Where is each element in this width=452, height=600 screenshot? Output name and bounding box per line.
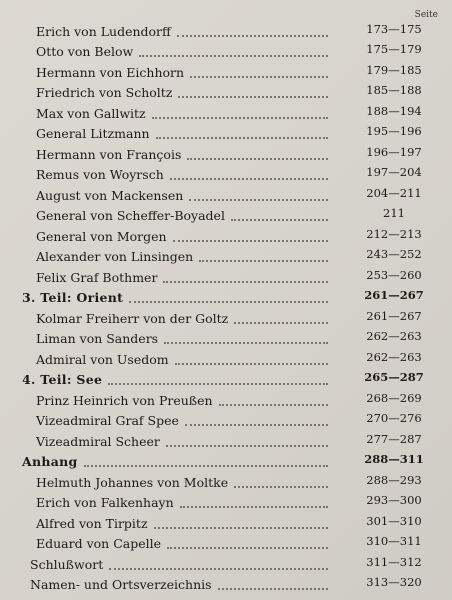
toc-page-range: 195—196 — [366, 124, 422, 138]
toc-entry-row — [0, 100, 452, 121]
toc-entry-title: Max von Gallwitz — [36, 105, 146, 121]
toc-entry-title: Anhang — [22, 454, 78, 469]
toc-entry-title: Kolmar Freiherr von der Goltz — [36, 310, 229, 326]
toc-entry-row — [0, 305, 452, 326]
toc-page-range: 204—211 — [366, 185, 422, 200]
toc-page-range: 185—188 — [366, 83, 422, 97]
toc-page-range: 253—260 — [366, 267, 422, 282]
toc-entry-row — [0, 182, 452, 203]
toc-page-range: 173—175 — [366, 21, 422, 36]
dot-leader — [218, 576, 328, 590]
toc-entry-row — [0, 80, 452, 101]
dot-leader — [163, 269, 328, 283]
table-of-contents — [0, 18, 452, 592]
toc-entry-row — [0, 551, 452, 572]
toc-page-range: 188—194 — [366, 103, 422, 118]
dot-leader — [190, 64, 328, 78]
toc-section-row — [0, 285, 452, 306]
toc-entry-title: Vizeadmiral Graf Spee — [36, 413, 179, 428]
toc-entry-title: Otto von Below — [36, 44, 134, 59]
toc-entry-row — [0, 510, 452, 531]
toc-page-range: 262—263 — [366, 349, 422, 364]
toc-page-range: 212—213 — [366, 226, 422, 241]
toc-entry-row — [0, 428, 452, 449]
toc-entry-row — [0, 469, 452, 490]
toc-page-range: 288—293 — [366, 472, 422, 487]
toc-entry-title: Schlußwort — [30, 556, 104, 572]
toc-entry-title: 4. Teil: See — [22, 372, 103, 387]
toc-entry-row — [0, 346, 452, 367]
toc-entry-title: 3. Teil: Orient — [22, 290, 124, 305]
dot-leader — [170, 166, 328, 180]
toc-entry-title: Alexander von Linsingen — [36, 249, 194, 264]
toc-page-range: 313—320 — [366, 575, 422, 589]
toc-entry-title: Liman von Sanders — [36, 331, 159, 346]
dot-leader — [178, 84, 328, 98]
toc-entry-row — [0, 408, 452, 429]
toc-entry-row — [0, 326, 452, 347]
toc-entry-title: Prinz Heinrich von Preußen — [36, 392, 213, 408]
toc-entry-row — [0, 572, 452, 593]
dot-leader — [219, 392, 328, 406]
dot-leader — [234, 474, 328, 488]
toc-entry-title: General von Morgen — [36, 228, 167, 244]
toc-page-range: 288—311 — [364, 452, 424, 466]
toc-page-range: 197—204 — [366, 165, 422, 179]
toc-page-range: 311—312 — [366, 554, 422, 569]
toc-entry-row — [0, 162, 452, 183]
toc-page-range: 268—269 — [366, 390, 422, 405]
toc-entry-title: Alfred von Tirpitz — [36, 515, 148, 531]
toc-entry-row — [0, 121, 452, 142]
dot-leader — [185, 412, 328, 426]
toc-page-range: 265—287 — [364, 370, 424, 384]
dot-leader — [187, 146, 328, 160]
toc-entry-row — [0, 39, 452, 60]
toc-entry-title: General von Scheffer-Boyadel — [36, 208, 225, 223]
toc-entry-row — [0, 141, 452, 162]
dot-leader — [164, 330, 328, 344]
toc-page-range: 196—197 — [366, 144, 422, 159]
toc-page-range: 243—252 — [366, 247, 422, 261]
toc-entry-title: Eduard von Capelle — [36, 536, 161, 551]
toc-entry-title: Erich von Ludendorff — [36, 23, 171, 39]
toc-page-range: 261—267 — [364, 288, 424, 302]
dot-leader — [167, 535, 328, 549]
dot-leader — [109, 556, 328, 570]
dot-leader — [84, 453, 328, 467]
toc-entry-row — [0, 18, 452, 39]
dot-leader — [231, 207, 328, 221]
page-column-header: Seite — [414, 10, 438, 20]
toc-entry-title: Hermann von Eichhorn — [36, 64, 185, 80]
toc-page-range: 277—287 — [366, 431, 422, 446]
dot-leader — [189, 187, 328, 201]
dot-leader — [234, 310, 328, 324]
toc-entry-row — [0, 59, 452, 80]
toc-entry-row — [0, 203, 452, 224]
dot-leader — [166, 433, 328, 447]
toc-page-range: 310—311 — [366, 534, 422, 548]
dot-leader — [156, 125, 328, 139]
toc-entry-title: Felix Graf Bothmer — [36, 269, 158, 285]
toc-section-row — [0, 449, 452, 470]
dot-leader — [199, 248, 328, 262]
dot-leader — [152, 105, 328, 119]
toc-entry-row — [0, 531, 452, 552]
toc-entry-title: Friedrich von Scholtz — [36, 85, 173, 100]
toc-entry-title: Admiral von Usedom — [36, 351, 169, 367]
toc-page-range: 211 — [383, 206, 405, 220]
toc-entry-title: Vizeadmiral Scheer — [36, 433, 160, 449]
toc-entry-title: Hermann von François — [36, 146, 182, 162]
toc-entry-row — [0, 223, 452, 244]
toc-entry-title: Helmuth Johannes von Moltke — [36, 474, 229, 490]
toc-page-range: 270—276 — [366, 411, 422, 425]
toc-entry-row — [0, 264, 452, 285]
toc-section-row — [0, 367, 452, 388]
dot-leader — [154, 515, 328, 529]
dot-leader — [139, 43, 328, 57]
toc-entry-title: August von Mackensen — [36, 187, 184, 203]
dot-leader — [175, 351, 328, 365]
dot-leader — [180, 494, 328, 508]
dot-leader — [129, 289, 328, 303]
toc-entry-row — [0, 244, 452, 265]
toc-page-range: 293—300 — [366, 493, 422, 507]
toc-entry-title: Remus von Woyrsch — [36, 167, 164, 182]
toc-page-range: 301—310 — [366, 513, 422, 528]
toc-entry-title: General Litzmann — [36, 126, 150, 141]
toc-entry-row — [0, 387, 452, 408]
toc-entry-title: Erich von Falkenhayn — [36, 495, 174, 510]
toc-page-range: 262—263 — [366, 329, 422, 343]
dot-leader — [108, 371, 328, 385]
toc-page-range: 179—185 — [366, 62, 422, 77]
toc-entry-row — [0, 490, 452, 511]
toc-page-range: 175—179 — [366, 42, 422, 56]
dot-leader — [177, 23, 328, 37]
dot-leader — [173, 228, 328, 242]
toc-page-range: 261—267 — [366, 308, 422, 323]
toc-entry-title: Namen- und Ortsverzeichnis — [30, 577, 212, 592]
